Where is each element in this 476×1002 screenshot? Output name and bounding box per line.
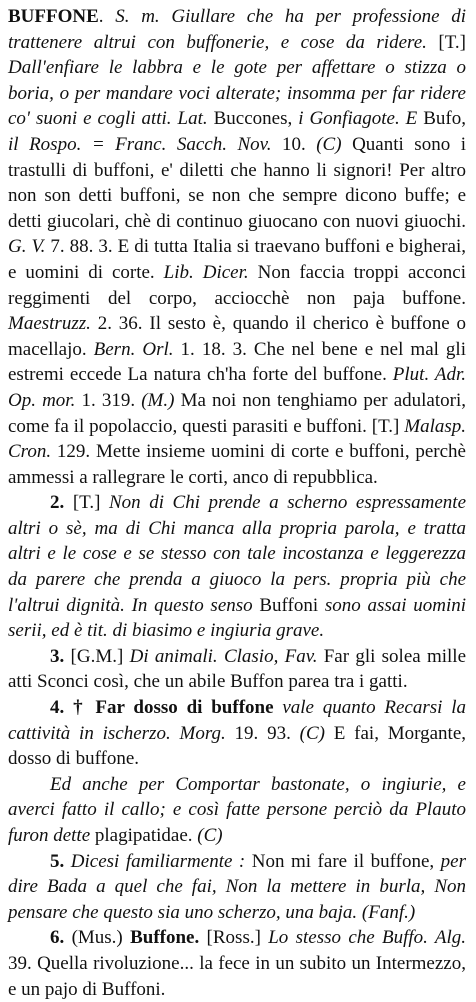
sense-number: 5.	[50, 850, 65, 872]
sense-text: per dire Bada a quel che fai, Non la mettere in burla, Non pensare che questo sia uno scherzo, una baja. (Fanf.)	[8, 850, 466, 923]
locution: † Far dosso di buffone	[73, 697, 274, 719]
sense-number: 4.	[50, 697, 65, 719]
quotation: Non mi fare il buffone,	[245, 850, 441, 872]
citation-source: il Rospo. = Franc. Sacch. Nov.	[8, 133, 272, 155]
sense-number: 3.	[50, 645, 65, 667]
source-mark: (C)	[197, 825, 223, 846]
quotation: 7. 88. 3. E di tutta Italia si traevano buffoni e bigherai, e uomini di corte.	[8, 236, 466, 283]
tag-tommaseo: [T.]	[371, 415, 400, 437]
gloss: i Gonfiagote.	[298, 108, 400, 130]
domain-label: (Mus.)	[71, 927, 123, 949]
headword: BUFFONE	[8, 6, 99, 27]
citation-ref: 19. 93.	[225, 722, 300, 744]
citation-source: Plut. Adr. Op. mor.	[8, 364, 466, 411]
source-mark: (C)	[299, 722, 325, 744]
sense-4	[8, 695, 466, 772]
sense-4-extension	[8, 772, 466, 849]
tag-tommaseo: [T.]	[438, 31, 466, 53]
sense-6	[8, 925, 466, 1002]
source-mark: (M.)	[141, 389, 175, 411]
conj: E	[405, 108, 418, 130]
quotation: E fai, Morgante, dosso di buffone.	[8, 722, 467, 770]
latin-word-2: Bufo,	[417, 108, 466, 130]
sense-text: Lo stesso che Buffo. Alg.	[268, 927, 467, 949]
citation-source: Maestruzz.	[8, 313, 91, 335]
sense-text: Ed anche per Comportar bastonate, o ingiurie, e averci fatto il callo; e così fatte persone perciò da Plauto furon dette	[8, 773, 466, 846]
latin-word: plagipatidae.	[90, 825, 198, 846]
sense-3	[8, 644, 466, 695]
latin-word: Buccones,	[207, 108, 299, 130]
sense-5	[8, 849, 466, 926]
entry-definition: BUFFONE. S. m. Giullare che ha per professione di trattenere altrui con buffonerie, e cose da ridere. [T.] Dall'enfiare le labbra e le gote per affettare o stizza o boria, o per mandare voci alterate; insomma per far ridere co' suoni e cogli atti. Lat. Buccones, i Gonfiagote. E Bufo, il Rospo. = Franc. Sacch. Nov. 10. (C) Quanti sono i trastulli di buffoni, e' diletti che hanno li signori! Per altro non son detti buffoni, se non che sempre dicono buffe; e detti giucolari, chè di continuo giuocano con nuovi giuochi. G. V. 7. 88. 3. E di tutta Italia si traevano buffoni e bigherai, e uomini di corte. Lib. Dicer. Non faccia troppi acconci reggimenti del corpo, acciocchè non paja buffone. Maestruzz. 2. 36. Il sesto è, quando il cherico è buffone o macellajo. Bern. Orl. 1. 18. 3. Che nel bene e nel mal gli estremi eccede La natura ch'ha forte del buffone. Plut. Adr. Op. mor. 1. 319. (M.) Ma noi non tenghiamo per adulatori, come fa il popolaccio, questi parasiti e buffoni. [T.] Malasp. Cron. 129. Mette insieme uomini di corte e buffoni, perchè ammessi a rallegrare le corti, anco di repubblica.	[8, 6, 467, 488]
lat-label: Lat.	[177, 108, 208, 130]
sense-text: sono assai uomini serii, ed è tit. di biasimo e ingiuria grave.	[8, 594, 466, 642]
tag-tommaseo: [T.]	[72, 492, 101, 514]
definition-opening: Giullare che ha per professione di trattenere altrui con buffonerie, e cose da ridere.	[8, 6, 467, 53]
citation-source: G. V.	[8, 236, 46, 258]
quotation: 1. 18. 3. Che nel bene e nel mal gli estremi eccede La natura ch'ha forte del buffone.	[8, 338, 466, 386]
citation-source: Malasp. Cron.	[8, 415, 466, 463]
quotation: Non faccia troppi acconci reggimenti del corpo, acciocchè non paja buffone.	[8, 261, 467, 309]
sense-text: Di animali. Clasio, Fav.	[129, 645, 318, 667]
quotation: 39. Quella rivoluzione... la fece in un subito un Intermezzo, e un pajo di Buffoni.	[8, 952, 466, 1000]
sense-text: Dicesi familiarmente :	[70, 850, 246, 872]
quotation: Quanti sono i trastulli di buffoni, e' diletti che hanno li signori! Per altro non son detti buffoni, se non che sempre dicono buffe; e detti giucolari, chè di continuo giuocano con nuovi giuochi.	[8, 133, 466, 232]
quotation: 129. Mette insieme uomini di corte e buffoni, perchè ammessi a rallegrare le corti, anco di repubblica.	[8, 441, 466, 488]
sense-number: 6.	[50, 927, 65, 949]
quotation: Far gli solea mille atti Sconci così, che un abile Buffon parea tra i gatti.	[8, 645, 467, 693]
sense-text: vale quanto Recarsi la cattività in ischerzo. Morg.	[8, 697, 466, 744]
citation-ref: 10.	[271, 133, 317, 155]
subheadword: Buffone.	[130, 927, 200, 949]
citation-source: Bern. Orl.	[93, 338, 174, 360]
source-mark: (C)	[316, 133, 342, 155]
tag-ross: [Ross.]	[206, 927, 261, 949]
citation-ref: 1. 319.	[75, 389, 142, 411]
etymology-text: Dall'enfiare le labbra e le gote per affettare o stizza o boria, o per mandare voci alterate; insomma per far ridere co' suoni e cogli atti.	[8, 57, 466, 130]
sense-2	[8, 490, 466, 644]
sense-text: Non di Chi prende a scherno espressamente altri o sè, ma di Chi manca alla propria parola, e tratta altri e le cose e se stesso con tale incostanza e leggerezza da parere che prenda a giuoco la pers. propria più che l'altrui dignità. In questo senso	[8, 492, 467, 616]
citation-source: Lib. Dicer.	[163, 261, 249, 283]
part-of-speech: S. m.	[115, 6, 160, 27]
sense-word: Buffoni	[252, 594, 325, 616]
sense-number: 2.	[50, 492, 65, 514]
quotation: 2. 36. Il sesto è, quando il cherico è buffone o macellajo.	[8, 313, 466, 360]
quotation: Ma noi non tenghiamo per adulatori, come fa il popolaccio, questi parasiti e buffoni.	[8, 389, 467, 437]
tag-gm: [G.M.]	[70, 645, 124, 667]
